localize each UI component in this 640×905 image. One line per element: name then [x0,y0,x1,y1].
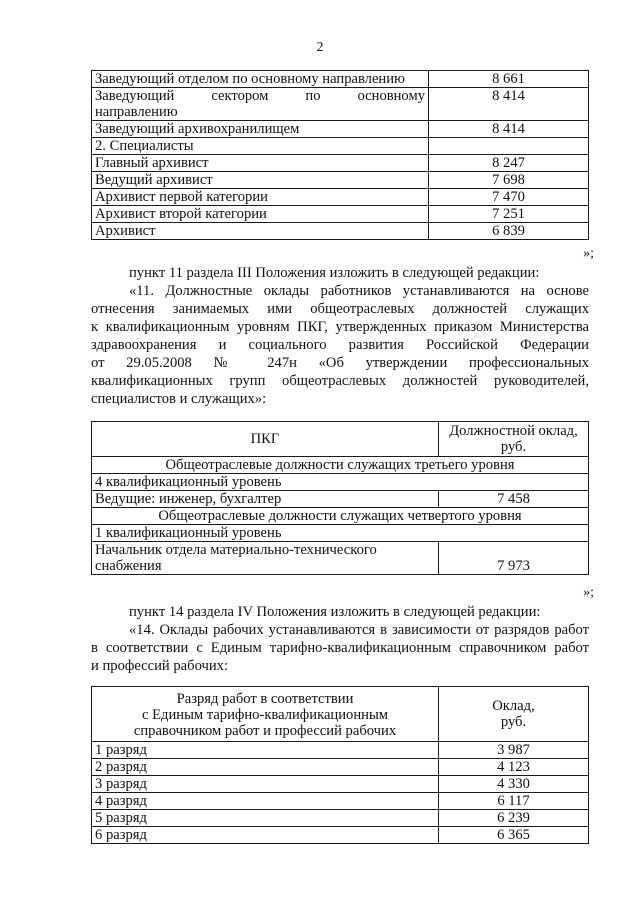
table-row [92,223,589,240]
table-header-row [92,687,589,742]
paragraph-line: квалификационных групп общеотраслевых должностей руководителей, [91,373,589,389]
paragraph-line: специалистов и служащих»: [91,391,267,407]
salary-table-archive [91,70,589,240]
table-cell-label: Главный архивист [92,155,429,172]
label-line: снабжения [95,558,162,574]
table-row [92,776,589,793]
paragraph-clause-14 [91,621,589,675]
table-cell-label: Заведующий архивохранилищем [92,121,429,138]
table-cell-label: 5 разряд [92,810,439,827]
table-row [92,474,589,491]
paragraph-amend-14 [91,603,589,621]
label-line: направлению [95,104,178,120]
paragraph-line: к квалификационным уровням ПКГ, утвержденных приказом Министерства [91,319,589,335]
paragraph-line: в соответствии с Единым тарифно-квалификационным справочником работ [91,640,589,656]
table-row [92,121,589,138]
paragraph-line: пункт 14 раздела IV Положения изложить в следующей редакции: [129,604,541,620]
paragraph-line: и профессий рабочих: [91,658,229,674]
label-line: Заведующий сектором по основному [95,88,425,104]
table-cell-value: 4 123 [439,759,589,776]
header-line: Должностной оклад, [449,423,578,439]
table-row [92,793,589,810]
salary-table-pkg [91,421,589,575]
header-cell-salary [439,422,589,457]
table-cell-value: 7 698 [429,172,589,189]
quote-close: »; [583,246,594,261]
table-cell-label: 4 разряд [92,793,439,810]
table-cell-value: 8 414 [429,121,589,138]
table-row [92,491,589,508]
table-row [92,542,589,575]
group-heading: Общеотраслевые должности служащих четвертого уровня [92,508,589,525]
table-cell-label [92,542,439,575]
table-cell-label: Архивист [92,223,429,240]
header-cell-grade [92,687,439,742]
paragraph-line: «11. Должностные оклады работников устанавливаются на основе [129,283,589,299]
table-row [92,71,589,88]
table-cell-label: 2 разряд [92,759,439,776]
header-line: справочником работ и профессий рабочих [133,723,397,739]
header-line: Разряд работ в соответствии [176,691,354,707]
table-cell-value: 7 470 [429,189,589,206]
header-line: Оклад, [492,698,535,714]
table-cell-value: 3 987 [439,742,589,759]
paragraph-line: «14. Оклады рабочих устанавливаются в зависимости от разрядов работ [129,622,589,638]
header-line: руб. [500,714,527,730]
table-cell-value: 7 973 [439,542,589,575]
table-row [92,172,589,189]
table-cell-value: 7 251 [429,206,589,223]
table-cell-label: Архивист второй категории [92,206,429,223]
paragraph-line: пункт 11 раздела III Положения изложить в следующей редакции: [129,265,540,281]
table-row [92,508,589,525]
table-cell-value: 8 247 [429,155,589,172]
table-cell-value: 4 330 [439,776,589,793]
label-line: Начальник отдела материально-технического [95,542,377,558]
table-cell-value: 6 117 [439,793,589,810]
table-row [92,525,589,542]
header-line: руб. [500,439,527,455]
group-heading: Общеотраслевые должности служащих третьего уровня [92,457,589,474]
table-row [92,189,589,206]
table-cell-value: 8 414 [429,88,589,121]
header-cell-salary [439,687,589,742]
paragraph-clause-11 [91,282,589,408]
quote-close: »; [583,585,594,600]
table-cell-label: 2. Специалисты [92,138,429,155]
table-cell-value: 8 661 [429,71,589,88]
table-cell-value: 6 365 [439,827,589,844]
table-row [92,810,589,827]
table-cell-value: 7 458 [439,491,589,508]
header-line: с Единым тарифно-квалификационным [141,707,388,723]
table-cell-value [429,138,589,155]
wage-table-workers [91,686,589,844]
table-cell-label: Ведущие: инженер, бухгалтер [92,491,439,508]
table-header-row [92,422,589,457]
table-cell-label: Ведущий архивист [92,172,429,189]
paragraph-amend-11 [91,264,589,282]
table-cell-value: 6 839 [429,223,589,240]
table-cell-label: Архивист первой категории [92,189,429,206]
table-cell-label: Заведующий отделом по основному направлению [92,71,429,88]
table-cell-label [92,88,429,121]
level-heading: 4 квалификационный уровень [92,474,589,491]
table-cell-label: 1 разряд [92,742,439,759]
table-row [92,155,589,172]
paragraph-line: здравоохранения и социального развития Российской Федерации [91,337,589,353]
table-row [92,827,589,844]
table-row [92,759,589,776]
table-row [92,457,589,474]
table-row [92,138,589,155]
table-row [92,206,589,223]
header-cell-pkg: ПКГ [92,422,439,457]
table-cell-label: 3 разряд [92,776,439,793]
paragraph-line: от 29.05.2008 № 247н «Об утверждении профессиональных [91,355,589,371]
paragraph-line: отнесения занимаемых ими общеотраслевых должностей служащих [91,301,589,317]
level-heading: 1 квалификационный уровень [92,525,589,542]
table-row [92,742,589,759]
page-number: 2 [316,40,324,55]
table-cell-value: 6 239 [439,810,589,827]
table-row [92,88,589,121]
table-cell-label: 6 разряд [92,827,439,844]
